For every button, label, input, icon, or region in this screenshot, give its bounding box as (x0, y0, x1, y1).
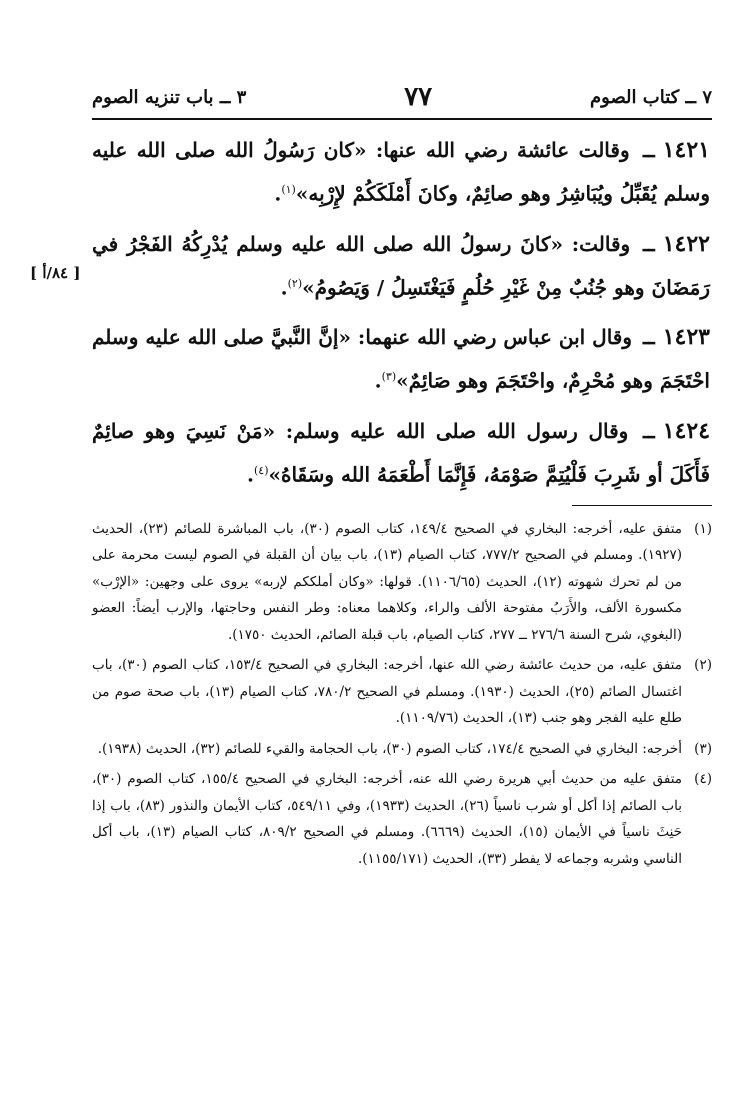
hadith-text: وقالت عائشة رضي الله عنها: «كان رَسُولُ الله صلى الله عليه وسلم يُقَبِّلُ ويُبَاشِرُ وهو صائِمٌ، وكانَ أَمْلَكَكُمْ لإِرْبِه» (92, 138, 710, 206)
footnotes (92, 516, 712, 873)
footnote-ref: (١) (281, 183, 296, 196)
manuscript-folio-ref: [ ٨٤/أ ] (30, 264, 81, 282)
footnote-1 (92, 516, 712, 649)
page-header (92, 78, 712, 116)
header-section: ٣ ــ باب تنزيه الصوم (92, 86, 247, 108)
hadith-text: وقال ابن عباس رضي الله عنهما: «إنَّ النَّبيَّ صلى الله عليه وسلم احْتَجَمَ وهو مُحْرِمٌ، واحْتَجَمَ وهو صَائِمٌ» (92, 325, 710, 393)
hadith-number: ١٤٢١ (662, 137, 710, 163)
footnote-ref: (٢) (287, 276, 303, 290)
footnote-number: (٢) (694, 657, 712, 674)
hadith-text: وقالت: «كانَ رسولُ الله صلى الله عليه وسلم يُدْرِكُهُ الفَجْرُ في رَمَضَانَ وهو جُنُبٌ مِنْ غَيْرِ حُلُمٍ فَيَغْتَسِلُ / وَيَصُومُ» (92, 231, 710, 300)
footnote-4 (92, 766, 712, 872)
hadith-number: ١٤٢٣ (662, 324, 710, 351)
footnote-text: أخرجه: البخاري في الصحيح ١٧٤/٤، كتاب الصوم (٣٠)، باب الحجامة والقيء للصائم (٣٢)، الحديث (١٩٣٨). (97, 740, 682, 757)
hadith-1424: ١٤٢٤ــ وقال رسول الله صلى الله عليه وسلم: «مَنْ نَسِيَ وهو صائِمٌ فَأَكَلَ أو شَرِبَ فَلْيُتِمَّ صَوْمَهُ، فَإِنَّمَا أَطْعَمَهُ الله وسَقَاهُ»$^{(٤)}$. (92, 417, 711, 487)
footnote-ref: (٣) (381, 370, 397, 384)
footnote-ref: (٤) (253, 463, 269, 477)
hadith-number: ١٤٢٤ (662, 417, 711, 444)
header-chapter: ٧ ــ كتاب الصوم (590, 86, 712, 108)
footnote-number: (٣) (694, 740, 712, 757)
footnote-number: (٤) (694, 771, 712, 788)
book-page (30, 78, 712, 1078)
footnote-3 (92, 736, 712, 763)
page-number: ٧٧ (404, 82, 433, 112)
hadith-1422: ١٤٢٢ــ وقالت: «كانَ رسولُ الله صلى الله عليه وسلم يُدْرِكُهُ الفَجْرُ في رَمَضَانَ وهو جُنُبٌ مِنْ غَيْرِ حُلُمٍ فَيَغْتَسِلُ / وَيَصُومُ»$^{(٢)}$. (92, 230, 710, 300)
footnote-2 (92, 652, 712, 732)
hadith-1423: ١٤٢٣ــ وقال ابن عباس رضي الله عنهما: «إنَّ النَّبيَّ صلى الله عليه وسلم احْتَجَمَ وهو مُحْرِمٌ، واحْتَجَمَ وهو صَائِمٌ»$^{(٣)}$. (92, 324, 710, 393)
hadith-list (92, 130, 712, 495)
footnote-number: (١) (694, 520, 712, 537)
footnote-text: متفق عليه، من حديث عائشة رضي الله عنها، أخرجه: البخاري في الصحيح ١٥٣/٤، كتاب الصوم (٣٠)، باب اغتسال الصائم (٢٥)، الحديث (١٩٣٠). ومسلم في الصحيح ٧٨٠/٢، كتاب الصيام (١٣)، باب صحة صوم من طلع عليه الفجر وهو جنب (١٣)، الحديث (١١٠٩/٧٦). (92, 657, 683, 727)
hadith-1421: ١٤٢١ــ وقالت عائشة رضي الله عنها: «كان رَسُولُ الله صلى الله عليه وسلم يُقَبِّلُ ويُبَاشِرُ وهو صائِمٌ، وكانَ أَمْلَكَكُمْ لإِرْبِه»$^{(١)}$. (92, 137, 710, 206)
hadith-number: ١٤٢٢ (662, 230, 710, 257)
footnote-text: متفق عليه، أخرجه: البخاري في الصحيح ١٤٩/٤، كتاب الصوم (٣٠)، باب المباشرة للصائم (٢٣)، الحديث (١٩٢٧). ومسلم في الصحيح ٧٧٧/٢، كتاب الصيام (١٣)، باب بيان أن القبلة في الصوم ليست محرمة على من لم تحرك شهوته (١٢)، الحديث (١١٠٦/٦٥). قولها: «وكان أملككم لإربه» يروى على وجهين: «الإرْب» مكسورة الألف، والأَرَبُ مفتوحة الألف والراء، وكلاهما معناه: وطر النفس وحاجتها، والإرب أيضاً: العضو (البغوي، شرح السنة ٢٧٦/٦ ــ ٢٧٧، كتاب الصيام، باب قبلة الصائم، الحديث ١٧٥٠). (92, 520, 683, 643)
hadith-text: وقال رسول الله صلى الله عليه وسلم: «مَنْ نَسِيَ وهو صائِمٌ فَأَكَلَ أو شَرِبَ فَلْيُتِمَّ صَوْمَهُ، فَإِنَّمَا أَطْعَمَهُ الله وسَقَاهُ» (92, 418, 710, 487)
header-divider (92, 118, 712, 120)
footnote-text: متفق عليه من حديث أبي هريرة رضي الله عنه، أخرجه: البخاري في الصحيح ١٥٥/٤، كتاب الصوم (٣٠)، باب الصائم إذا أكل أو شرب ناسياً (٢٦)، الحديث (١٩٣٣)، وفي ٥٤٩/١١، كتاب الأيمان والنذور (٨٣)، باب إذا حَنِثَ ناسياً في الأيمان (١٥)، الحديث (٦٦٦٩). ومسلم في الصحيح ٨٠٩/٢، كتاب الصيام (١٣)، باب أكل الناسي وشربه وجماعه لا يفطر (٣٣)، الحديث (١١٥٥/١٧١). (92, 771, 683, 867)
footnote-divider (572, 505, 712, 506)
